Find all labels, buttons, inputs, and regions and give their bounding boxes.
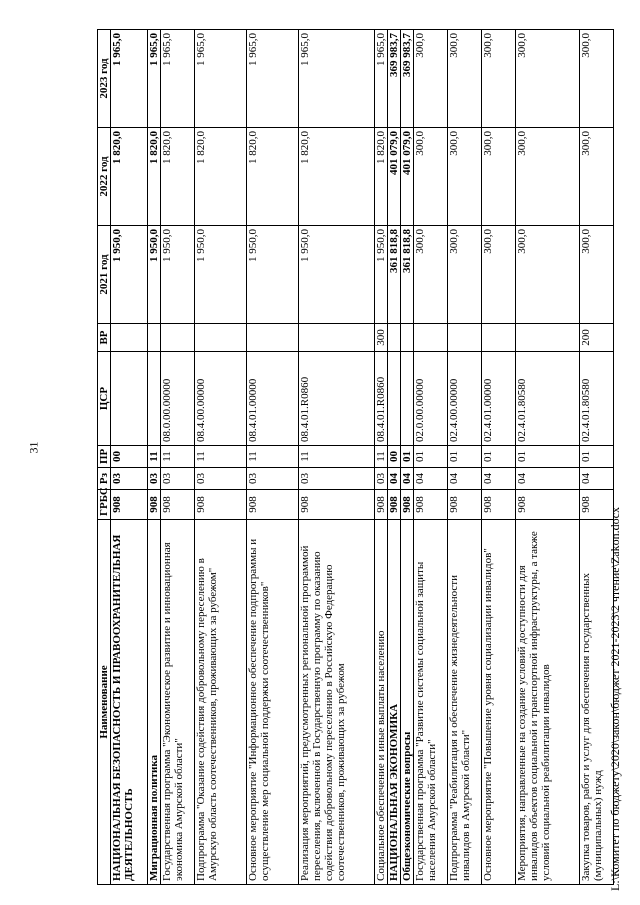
col-header-name: Наименование [98,520,111,885]
cell-grbs: 908 [375,490,388,520]
table-row [375,30,388,885]
cell-vr [388,324,401,352]
cell-pr: 11 [161,446,195,468]
cell-2022: 300,0 [482,128,516,226]
cell-name: Реализация мероприятий, предусмотренных региональной программой переселения, включенной в Государственную программу по оказанию содействия добровольному переселению в Российскую Федерацию соотечественников, проживающих за рубежом [299,520,375,885]
cell-rz: 04 [401,468,414,490]
cell-vr [111,324,148,352]
cell-grbs: 908 [388,490,401,520]
cell-rz: 04 [580,468,614,490]
cell-rz: 03 [195,468,247,490]
cell-rz: 04 [414,468,448,490]
cell-2023: 1 965,0 [111,30,148,128]
cell-2021: 1 950,0 [299,226,375,324]
cell-vr [516,324,580,352]
table-row [299,30,375,885]
cell-2023: 1 965,0 [148,30,161,128]
cell-2022: 401 079,0 [401,128,414,226]
table-row [148,30,161,885]
cell-pr: 11 [299,446,375,468]
table-row [414,30,448,885]
cell-2021: 300,0 [516,226,580,324]
cell-name: Государственная программа "Экономическое развитие и инновационная экономика Амурской области" [161,520,195,885]
cell-2023: 300,0 [580,30,614,128]
col-header-vr: ВР [98,324,111,352]
cell-2022: 1 820,0 [247,128,299,226]
cell-pr: 11 [375,446,388,468]
cell-pr: 01 [516,446,580,468]
table-row [448,30,482,885]
cell-vr [482,324,516,352]
cell-name: Основное мероприятие "Информационное обеспечение подпрограммы и осуществление мер социальной поддержки соотечественников" [247,520,299,885]
cell-pr: 11 [247,446,299,468]
cell-name: Государственная программа "Развитие системы социальной защиты населения Амурской области" [414,520,448,885]
cell-2023: 1 965,0 [375,30,388,128]
cell-csr: 02.4.01.80580 [516,352,580,446]
cell-2022: 1 820,0 [195,128,247,226]
col-header-2022: 2022 год [98,128,111,226]
col-header-csr: ЦСР [98,352,111,446]
cell-name: Социальное обеспечение и иные выплаты населению [375,520,388,885]
cell-2023: 1 965,0 [247,30,299,128]
footer-file-path: L:\Комитет по бюджету\2020\закон\бюджет 2021-2023\2 чтение\Zakon.docx [608,507,622,891]
cell-pr: 01 [414,446,448,468]
cell-2021: 361 818,8 [401,226,414,324]
page-number: 31 [26,441,41,454]
cell-grbs: 908 [299,490,375,520]
cell-2023: 1 965,0 [195,30,247,128]
cell-2023: 369 983,7 [388,30,401,128]
col-header-grbs: ГРБС [98,490,111,520]
cell-2021: 1 950,0 [247,226,299,324]
cell-2021: 1 950,0 [375,226,388,324]
cell-pr: 11 [148,446,161,468]
cell-2023: 300,0 [414,30,448,128]
cell-2021: 1 950,0 [148,226,161,324]
cell-pr: 00 [388,446,401,468]
table-row [161,30,195,885]
budget-table [97,29,614,885]
cell-2022: 1 820,0 [375,128,388,226]
cell-2023: 1 965,0 [299,30,375,128]
cell-2021: 300,0 [414,226,448,324]
cell-grbs: 908 [195,490,247,520]
table-row [388,30,401,885]
cell-2022: 300,0 [414,128,448,226]
cell-vr: 200 [580,324,614,352]
cell-grbs: 908 [247,490,299,520]
cell-name: НАЦИОНАЛЬНАЯ ЭКОНОМИКА [388,520,401,885]
cell-rz: 03 [299,468,375,490]
cell-2023: 1 965,0 [161,30,195,128]
cell-2023: 300,0 [516,30,580,128]
cell-2021: 1 950,0 [195,226,247,324]
cell-grbs: 908 [414,490,448,520]
cell-vr [401,324,414,352]
cell-pr: 01 [580,446,614,468]
cell-grbs: 908 [148,490,161,520]
cell-2021: 1 950,0 [161,226,195,324]
cell-2022: 401 079,0 [388,128,401,226]
cell-rz: 03 [111,468,148,490]
cell-2022: 1 820,0 [111,128,148,226]
cell-csr: 08.4.00.00000 [195,352,247,446]
cell-grbs: 908 [516,490,580,520]
cell-rz: 04 [448,468,482,490]
col-header-rz: Рз [98,468,111,490]
cell-vr [195,324,247,352]
col-header-pr: ПР [98,446,111,468]
cell-2021: 1 950,0 [111,226,148,324]
cell-csr [388,352,401,446]
cell-csr: 02.0.00.00000 [414,352,448,446]
cell-2021: 300,0 [580,226,614,324]
col-header-2023: 2023 год [98,30,111,128]
cell-name: НАЦИОНАЛЬНАЯ БЕЗОПАСНОСТЬ И ПРАВООХРАНИТЕЛЬНАЯ ДЕЯТЕЛЬНОСТЬ [111,520,148,885]
cell-csr [401,352,414,446]
col-header-2021: 2021 год [98,226,111,324]
cell-csr: 08.4.01.R0860 [375,352,388,446]
cell-csr: 02.4.01.80580 [580,352,614,446]
cell-name: Закупка товаров, работ и услуг для обеспечения государственных (муниципальных) нужд [580,520,614,885]
cell-csr: 08.4.01.00000 [247,352,299,446]
cell-pr: 01 [401,446,414,468]
cell-2023: 300,0 [482,30,516,128]
cell-2022: 1 820,0 [299,128,375,226]
cell-pr: 01 [482,446,516,468]
table-header-row [98,30,111,885]
table-row [482,30,516,885]
cell-name: Мероприятия, направленные на создание условий доступности для инвалидов объектов социальной и транспортной инфраструктуры, а также условий социальной реабилитации инвалидов [516,520,580,885]
cell-grbs: 908 [448,490,482,520]
rotated-table-container [97,30,614,885]
cell-rz: 03 [148,468,161,490]
cell-pr: 11 [195,446,247,468]
cell-csr: 08.4.01.R0860 [299,352,375,446]
cell-name: Основное мероприятие "Повышение уровня социализации инвалидов" [482,520,516,885]
table-row [247,30,299,885]
cell-grbs: 908 [161,490,195,520]
cell-csr: 02.4.00.00000 [448,352,482,446]
cell-2023: 300,0 [448,30,482,128]
table-row [111,30,148,885]
cell-vr [448,324,482,352]
cell-name: Миграционная политика [148,520,161,885]
table-row [516,30,580,885]
cell-rz: 04 [482,468,516,490]
cell-csr: 08.0.00.00000 [161,352,195,446]
cell-2022: 300,0 [448,128,482,226]
cell-grbs: 908 [482,490,516,520]
cell-2022: 1 820,0 [161,128,195,226]
cell-csr [111,352,148,446]
cell-2021: 300,0 [448,226,482,324]
cell-vr [161,324,195,352]
cell-rz: 03 [247,468,299,490]
cell-vr [247,324,299,352]
cell-csr [148,352,161,446]
cell-vr [148,324,161,352]
cell-2022: 1 820,0 [148,128,161,226]
cell-rz: 03 [375,468,388,490]
cell-name: Подпрограмма "Реабилитация и обеспечение жизнедеятельности инвалидов в Амурской области" [448,520,482,885]
cell-2022: 300,0 [516,128,580,226]
cell-grbs: 908 [580,490,614,520]
cell-pr: 00 [111,446,148,468]
cell-2022: 300,0 [580,128,614,226]
cell-rz: 04 [388,468,401,490]
cell-rz: 04 [516,468,580,490]
cell-pr: 01 [448,446,482,468]
cell-name: Подпрограмма "Оказание содействия добровольному переселению в Амурскую область соотечественников, проживающих за рубежом" [195,520,247,885]
cell-name: Общеэкономические вопросы [401,520,414,885]
cell-2021: 361 818,8 [388,226,401,324]
cell-grbs: 908 [401,490,414,520]
cell-rz: 03 [161,468,195,490]
cell-grbs: 908 [111,490,148,520]
cell-vr: 300 [375,324,388,352]
cell-vr [299,324,375,352]
cell-vr [414,324,448,352]
cell-2023: 369 983,7 [401,30,414,128]
table-row [401,30,414,885]
cell-csr: 02.4.01.00000 [482,352,516,446]
table-row [195,30,247,885]
cell-2021: 300,0 [482,226,516,324]
